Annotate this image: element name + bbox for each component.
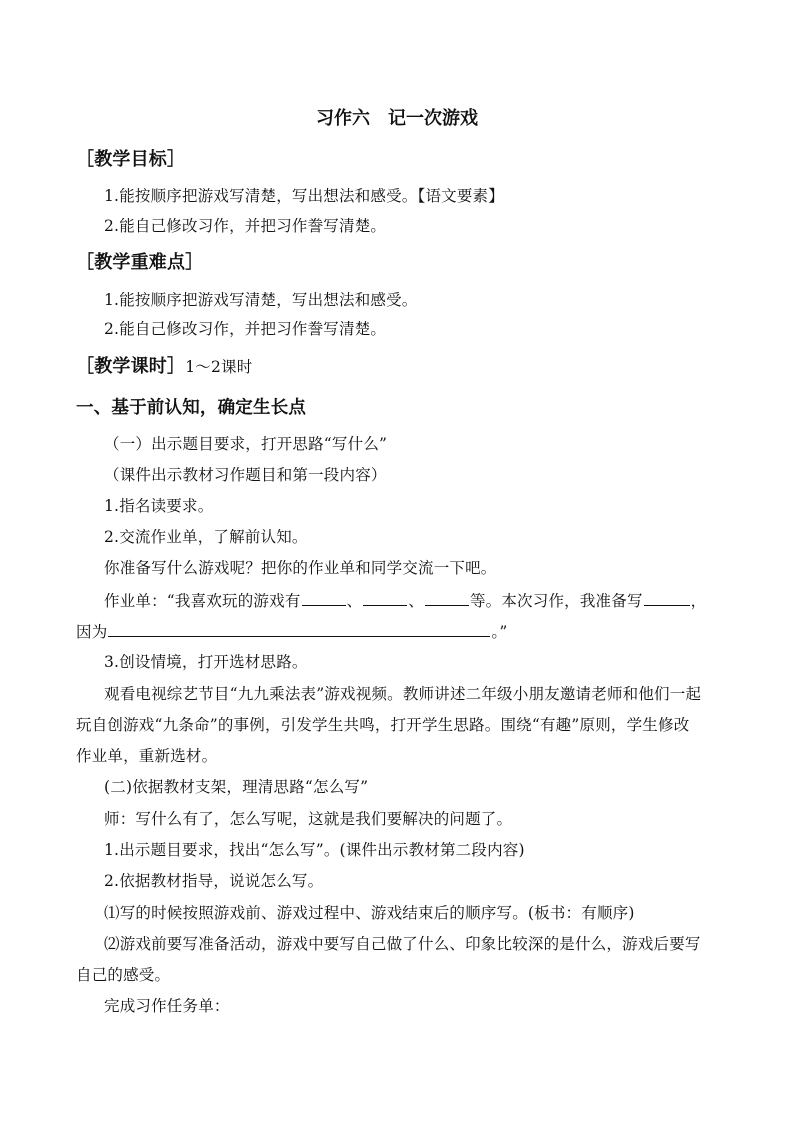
goals-heading: ［教学目标］ bbox=[76, 149, 186, 170]
page-title bbox=[0, 107, 794, 131]
worksheet-line-1 bbox=[104, 590, 706, 611]
paragraph-line-1: 观看电视综艺节目“九九乘法表”游戏视频。教师讲述二年级小朋友邀请老师和他们一起 bbox=[104, 685, 702, 703]
goal-item-2: 2.能自己修改习作，并把习作誊写清楚。 bbox=[104, 217, 387, 235]
paragraph-line-2: 玩自创游戏“九条命”的事例，引发学生共鸣，打开学生思路。围绕“有趣”原则，学生修改 bbox=[76, 716, 690, 734]
step-2: 2.交流作业单，了解前认知。 bbox=[104, 528, 308, 546]
title-part2: 记一次游戏 bbox=[388, 108, 478, 129]
worksheet-text-e: 。” bbox=[491, 623, 508, 641]
courseware-note: （课件出示教材习作题目和第一段内容） bbox=[104, 466, 387, 484]
goal-item-1: 1.能按顺序把游戏写清楚，写出想法和感受。【语文要素】 bbox=[104, 187, 504, 205]
worksheet-blank-1[interactable] bbox=[302, 590, 346, 606]
key-point-item-2: 2.能自己修改习作，并把习作誊写清楚。 bbox=[104, 320, 387, 338]
worksheet-sep-1: 、 bbox=[346, 592, 363, 610]
worksheet-text-c: ， bbox=[690, 592, 707, 610]
key-points-heading: ［教学重难点］ bbox=[76, 252, 204, 273]
worksheet-text-d: 因为 bbox=[76, 623, 108, 641]
subsection2-heading: (二)依据教材支架，理清思路“怎么写” bbox=[104, 778, 369, 796]
task-line: 完成习作任务单： bbox=[104, 997, 230, 1015]
section1-heading: 一、基于前认知，确定生长点 bbox=[76, 398, 307, 418]
worksheet-text-b: 等。本次习作，我准备写 bbox=[469, 592, 643, 610]
worksheet-blank-3[interactable] bbox=[425, 590, 469, 606]
subsection1-heading: （一）出示题目要求，打开思路“写什么” bbox=[104, 435, 388, 453]
title-part1: 习作六 bbox=[316, 108, 370, 129]
key-point-item-1: 1.能按顺序把游戏写清楚，写出想法和感受。 bbox=[104, 291, 418, 309]
point-2-line-1: ⑵游戏前要写准备活动，游戏中要写自己做了什么、印象比较深的是什么，游戏后要写 bbox=[104, 935, 701, 953]
worksheet-blank-4[interactable] bbox=[644, 590, 690, 606]
hours-heading: ［教学课时］ bbox=[76, 356, 186, 377]
s2-step-1: 1.出示题目要求，找出“怎么写”。(课件出示教材第二段内容) bbox=[104, 841, 525, 859]
worksheet-blank-2[interactable] bbox=[363, 590, 407, 606]
s2-step-2: 2.依据教材指导，说说怎么写。 bbox=[104, 872, 324, 890]
prompt-text: 你准备写什么游戏呢？把你的作业单和同学交流一下吧。 bbox=[104, 559, 497, 577]
hours-value: 1～2课时 bbox=[185, 358, 253, 376]
point-1: ⑴写的时候按照游戏前、游戏过程中、游戏结束后的顺序写。(板书：有顺序) bbox=[104, 904, 635, 922]
paragraph-line-3: 作业单，重新选材。 bbox=[76, 747, 218, 765]
worksheet-text-a: 作业单：“我喜欢玩的游戏有 bbox=[104, 592, 301, 610]
step-1: 1.指名读要求。 bbox=[104, 497, 214, 515]
step-3: 3.创设情境，打开选材思路。 bbox=[104, 653, 308, 671]
point-2-line-2: 自己的感受。 bbox=[76, 966, 171, 984]
worksheet-sep-2: 、 bbox=[408, 592, 424, 610]
worksheet-line-2 bbox=[76, 621, 507, 642]
worksheet-blank-5[interactable] bbox=[108, 621, 490, 637]
hours-line bbox=[76, 355, 252, 379]
teacher-line: 师：写什么有了，怎么写呢，这就是我们要解决的问题了。 bbox=[104, 810, 513, 828]
